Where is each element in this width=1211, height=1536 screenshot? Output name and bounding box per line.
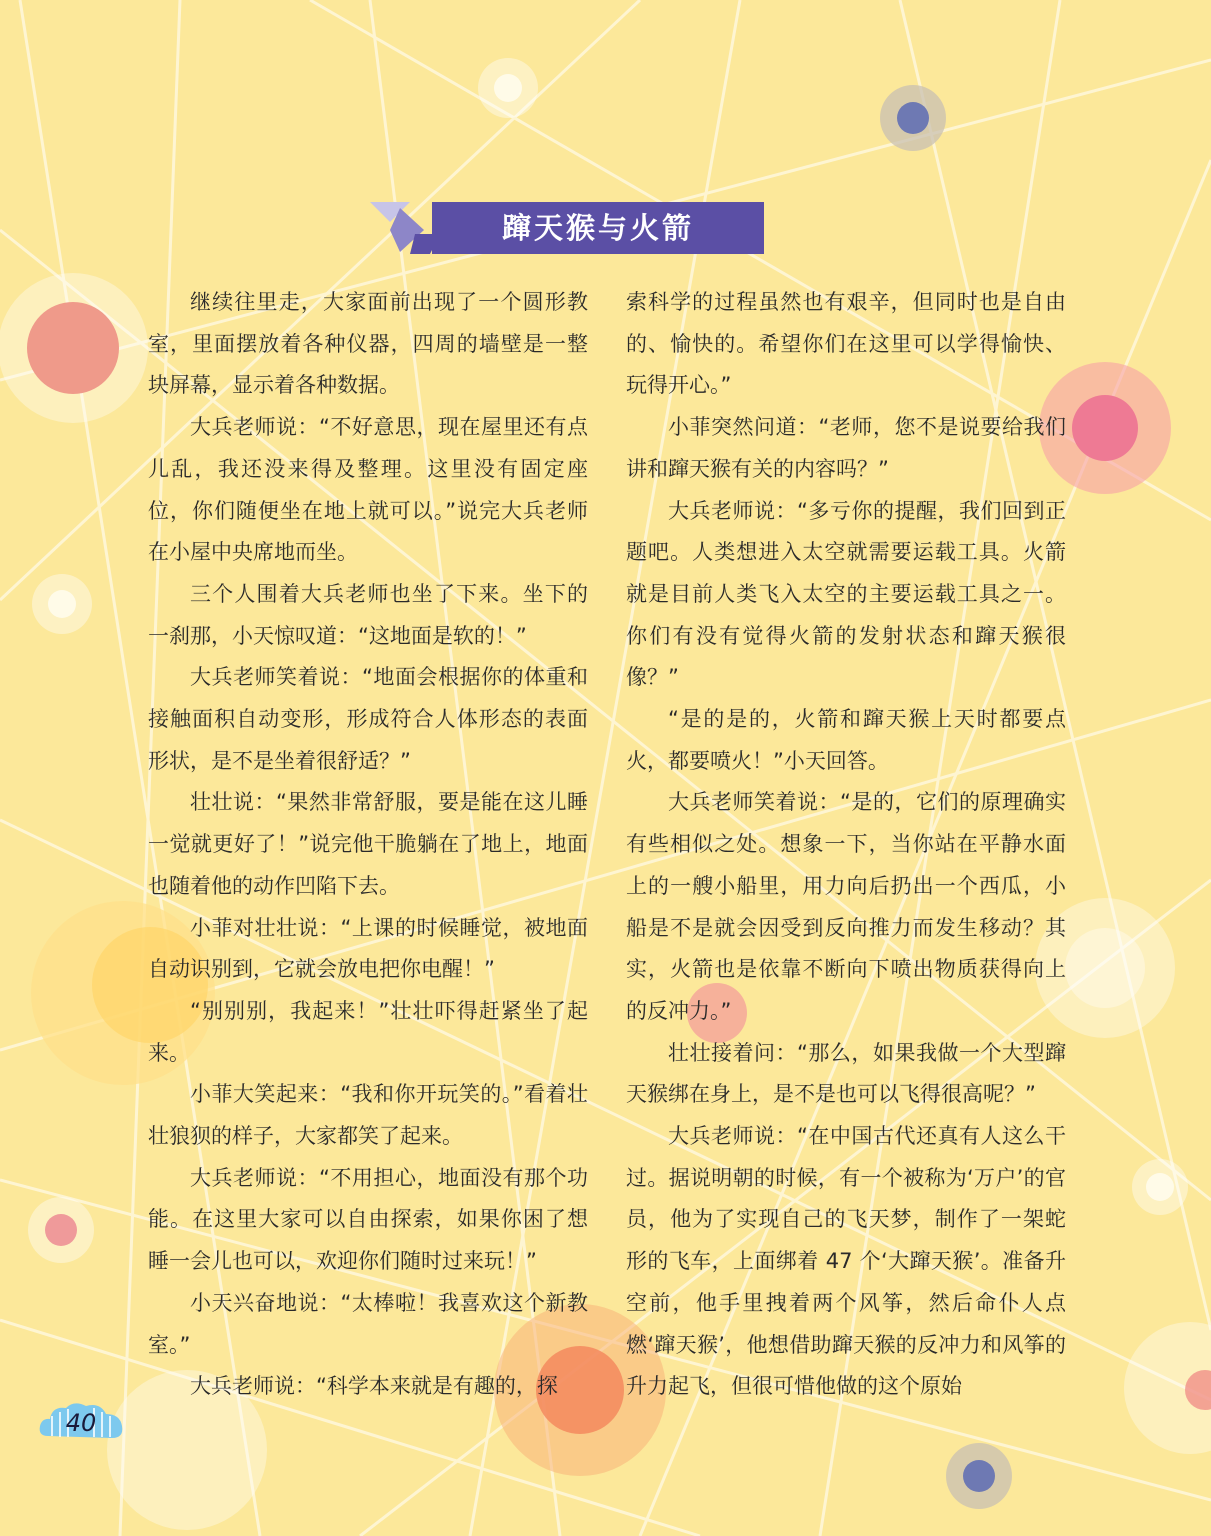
paragraph: “别别别，我起来！”壮壮吓得赶紧坐了起来。 <box>148 998 588 1065</box>
paragraph: 大兵老师说：“多亏你的提醒，我们回到正题吧。人类想进入太空就需要运载工具。火箭就是目前人类飞入太空的主要运载工具之一。你们有没有觉得火箭的发射状态和蹿天猴很像？” <box>626 498 1066 690</box>
paragraph: 壮壮说：“果然非常舒服，要是能在这儿睡一觉就更好了！”说完他干脆躺在了地上，地面也随着他的动作凹陷下去。 <box>148 790 588 898</box>
paragraph: 大兵老师说：“不好意思，现在屋里还有点儿乱，我还没来得及整理。这里没有固定座位，你们随便坐在地上就可以。”说完大兵老师在小屋中央席地而坐。 <box>148 415 588 565</box>
paragraph: 大兵老师笑着说：“是的，它们的原理确实有些相似之处。想象一下，当你站在平静水面上的一艘小船里，用力向后扔出一个西瓜，小船是不是就会因受到反向推力而发生移动？其实，火箭也是依靠不断向下喷出物质获得向上的反冲力。” <box>626 790 1066 1023</box>
paragraph: 继续往里走，大家面前出现了一个圆形教室，里面摆放着各种仪器，四周的墙壁是一整块屏幕，显示着各种数据。 <box>148 290 588 398</box>
paragraph: 大兵老师说：“科学本来就是有趣的，探 <box>190 1374 558 1399</box>
page-number-badge <box>38 1400 124 1446</box>
paragraph: “是的是的，火箭和蹿天猴上天时都要点火，都要喷火！”小天回答。 <box>626 707 1066 773</box>
page-number: 40 <box>65 1409 97 1437</box>
paragraph: 小天兴奋地说：“太棒啦！我喜欢这个新教室。” <box>148 1290 588 1357</box>
paragraph: 壮壮接着问：“那么，如果我做一个大型蹿天猴绑在身上，是不是也可以飞得很高呢？” <box>626 1040 1066 1107</box>
paragraph: 小菲大笑起来：“我和你开玩笑的。”看着壮壮狼狈的样子，大家都笑了起来。 <box>148 1082 588 1149</box>
paragraph: 大兵老师笑着说：“地面会根据你的体重和接触面积自动变形，形成符合人体形态的表面形状，是不是坐着很舒适？” <box>148 665 588 773</box>
paragraph-continuation: 索科学的过程虽然也有艰辛，但同时也是自由的、愉快的。希望你们在这里可以学得愉快、玩得开心。” <box>626 290 1066 398</box>
paragraph: 大兵老师说：“在中国古代还真有人这么干过。据说明朝的时候，有一个被称为‘万户’的官员，他为了实现自己的飞天梦，制作了一架蛇形的飞车，上面绑着 47 个‘大蹿天猴’。准备升空前，他手里拽着两个风筝，然后命仆人点燃‘蹿天猴’，他想借助蹿天猴的反冲力和风筝的升力起飞，但很可惜他做的这个原始 <box>626 1124 1066 1399</box>
paragraph: 三个人围着大兵老师也坐了下来。坐下的一刹那，小天惊叹道：“这地面是软的！” <box>148 581 588 648</box>
right-column <box>626 282 1066 1408</box>
paragraph: 大兵老师说：“不用担心，地面没有那个功能。在这里大家可以自由探索，如果你困了想睡一会儿也可以，欢迎你们随时过来玩！” <box>148 1165 588 1274</box>
paragraph: 小菲对壮壮说：“上课的时候睡觉，被地面自动识别到，它就会放电把你电醒！” <box>148 915 588 982</box>
page-title: 蹿天猴与火箭 <box>501 211 694 245</box>
title-banner <box>370 200 765 256</box>
left-column <box>148 282 588 1408</box>
paragraph: 小菲突然问道：“老师，您不是说要给我们讲和蹿天猴有关的内容吗？” <box>626 415 1066 481</box>
